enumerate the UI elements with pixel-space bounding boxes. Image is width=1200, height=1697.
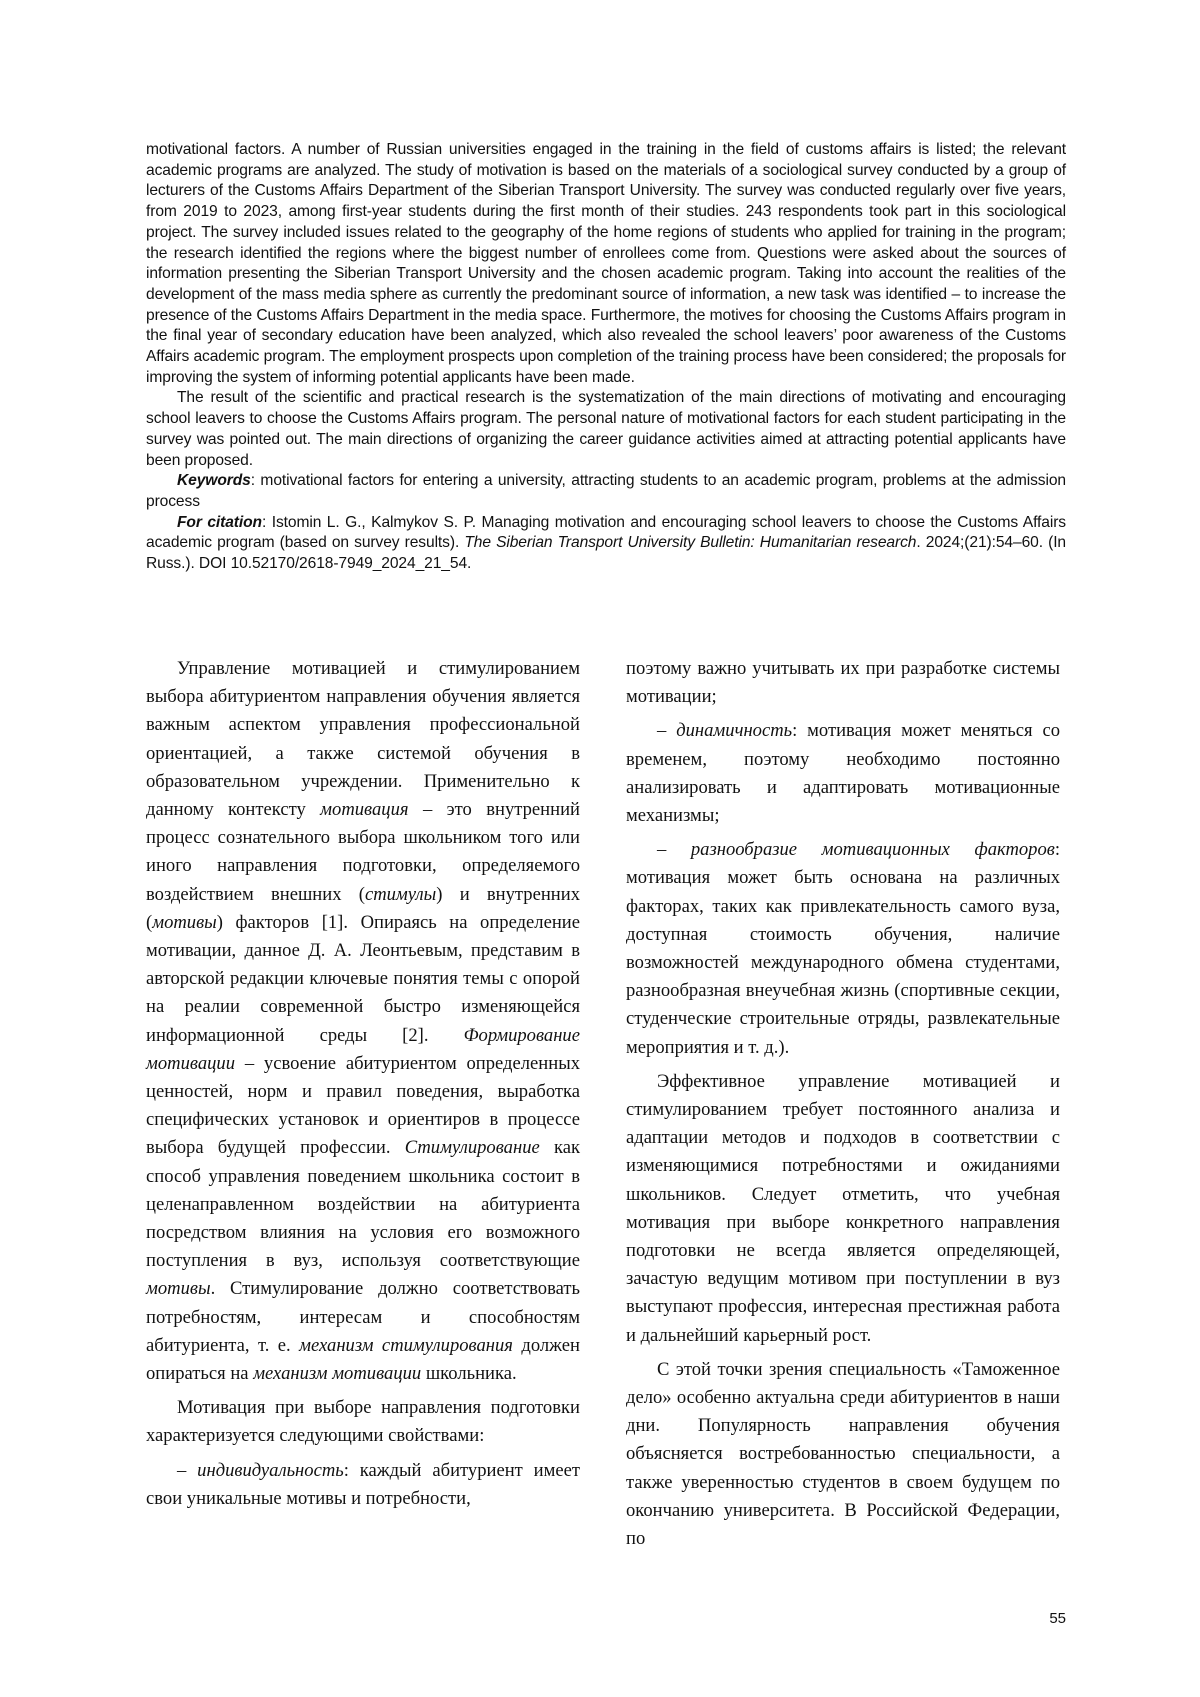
term-stimuli: стимулы — [364, 883, 437, 905]
term-motivation: мотивация — [320, 799, 409, 821]
list-item-dynamism — [626, 717, 1060, 830]
text-run: : каждый абитуриент имеет свои уникальные мотивы и потребности, — [146, 1459, 580, 1509]
term-diversity: разнообразие мотивационных факторов — [690, 839, 1055, 861]
page-number: 55 — [1049, 1610, 1066, 1627]
keywords-label: Keywords — [177, 472, 251, 490]
body-columns — [146, 655, 1066, 1575]
abstract-paragraph-1: motivational factors. A number of Russian universities engaged in the training in the field of customs affairs is listed; the relevant academic programs are analyzed. The study of motivation is based on the materials of a sociological survey conducted by a group of lecturers of the Customs Affairs Department of the Siberian Transport University. The survey was conducted regularly over five years, from 2019 to 2023, among first-year students during the first month of their studies. 243 respondents took part in this sociological project. The survey included issues related to the geography of the home regions of students who applied for training in the program; the research identified the regions where the biggest number of enrollees come from. Questions were asked about the sources of information presenting the Siberian Transport University and the chosen academic program. Taking into account the realities of the development of the mass media sphere as currently the predominant source of information, a new task was identified – to increase the presence of the Customs Affairs Department in the media space. Furthermore, the motives for choosing the Customs Affairs program in the final year of secondary education have been analyzed, which also revealed the school leavers’ poor awareness of the Customs Affairs academic program. The employment prospects upon completion of the training process have been considered; the proposals for improving the system of informing potential applicants have been made. — [146, 141, 1066, 386]
text-run: как способ управления поведением школьника состоит в целенаправленном воздействии на абитуриента посредством влияния на условия его возможного поступления в вуз, используя соответствующие — [146, 1137, 580, 1272]
text-run: школьника. — [421, 1363, 517, 1385]
term-motives-2: мотивы — [146, 1278, 211, 1300]
text-run: Управление мотивацией и стимулированием выбора абитуриентом направления обучения является важным аспектом управления профессиональной ориентацией, а также системой обучения в образовательном учреждении. Применительно к данному контексту — [146, 658, 580, 821]
citation-journal: The Siberian Transport University Bulletin: Humanitarian research — [464, 534, 917, 552]
left-column — [146, 655, 580, 1519]
term-individuality: индивидуальность — [197, 1459, 344, 1481]
citation-line — [146, 513, 1066, 575]
text-run: ) факторов [1]. Опираясь на определение мотивации, данное Д. А. Леонтьевым, представим в авторской редакции ключевые понятия темы с опорой на реалии современной быстро изменяющейся информационной среды [2]. — [146, 911, 580, 1046]
keywords-text: : motivational factors for entering a university, attracting students to an academic program, problems at the admission process — [146, 472, 1066, 510]
list-item-individuality — [146, 1457, 580, 1513]
text-run: – это внутренний процесс сознательного выбора школьником того или иного направления подготовки, определяемого воздействием внешних ( — [146, 799, 580, 905]
right-column — [626, 655, 1060, 1559]
text-run: . Стимулирование должно соответствовать потребностям, интересам и способностям абитуриента, т. е. — [146, 1278, 580, 1356]
list-dash: – — [177, 1459, 198, 1481]
left-paragraph-2: Мотивация при выборе направления подготовки характеризуется следующими свойствами: — [146, 1397, 580, 1447]
text-run: : мотивация может меняться со временем, поэтому необходимо постоянно анализировать и адаптировать мотивационные механизмы; — [626, 720, 1060, 827]
citation-label: For citation — [177, 513, 262, 531]
right-paragraph-4: С этой точки зрения специальность «Таможенное дело» особенно актуальна среди абитуриентов в наши дни. Популярность направления обучения объясняется востребованностью специальности, а также уверенностью студентов в своем будущем по окончанию университета. В Российской Федерации, по — [626, 1358, 1060, 1550]
text-run: – усвоение абитуриентом определенных ценностей, норм и правил поведения, выработка специфических установок и ориентиров в процессе выбора будущей профессии. — [146, 1052, 580, 1159]
list-dash: – — [657, 720, 677, 742]
text-run: ) и внутренних ( — [146, 883, 580, 933]
right-paragraph-3: Эффективное управление мотивацией и стимулированием требует постоянного анализа и адаптации методов и подходов в соответствии с изменяющимися потребностями и ожиданиями школьников. Следует отметить, что учебная мотивация при выборе конкретного направления подготовки не всегда является определяющей, зачастую ведущим мотивом при поступлении в вуз выступают профессия, интересная престижная работа и дальнейший карьерный рост. — [626, 1070, 1060, 1346]
list-dash: – — [657, 839, 691, 861]
text-run: : мотивация может быть основана на различных факторах, таких как привлекательность самого вуза, доступная стоимость обучения, наличие возможностей международного обмена студентами, разнообразная внеучебная жизнь (спортивные секции, студенческие строительные отряды, развлекательные мероприятия и т. д.). — [626, 839, 1060, 1058]
citation-text: : Istomin L. G., Kalmykov S. P. Managing motivation and encouraging school leavers to choose the Customs Affairs academic program (based on survey results). — [146, 513, 1066, 552]
citation-tail: . 2024;(21):54–60. (In Russ.). DOI 10.52170/2618-7949_2024_21_54. — [146, 534, 1066, 573]
abstract-block — [146, 140, 1066, 575]
term-formation: Формирование мотивации — [146, 1024, 580, 1074]
term-stimulation-mechanism: механизм стимулирования — [299, 1334, 513, 1356]
abstract-paragraph-2: The result of the scientific and practical research is the systematization of the main directions of motivating and encouraging school leavers to choose the Customs Affairs program. The personal nature of motivational factors for each student participating in the survey was pointed out. The main directions of organizing the career guidance activities aimed at attracting potential applicants have been proposed. — [146, 389, 1066, 469]
right-continuation: поэтому важно учитывать их при разработке системы мотивации; — [626, 658, 1060, 708]
keywords-line — [146, 471, 1066, 512]
text-run: должен опираться на — [146, 1334, 580, 1385]
term-dynamism: динамичность — [676, 720, 793, 742]
list-item-diversity — [626, 836, 1060, 1062]
term-motives: мотивы — [152, 911, 217, 933]
term-stimulation: Стимулирование — [404, 1137, 540, 1159]
left-paragraph-1 — [146, 655, 580, 1388]
term-motivation-mechanism: механизм мотивации — [253, 1363, 422, 1385]
